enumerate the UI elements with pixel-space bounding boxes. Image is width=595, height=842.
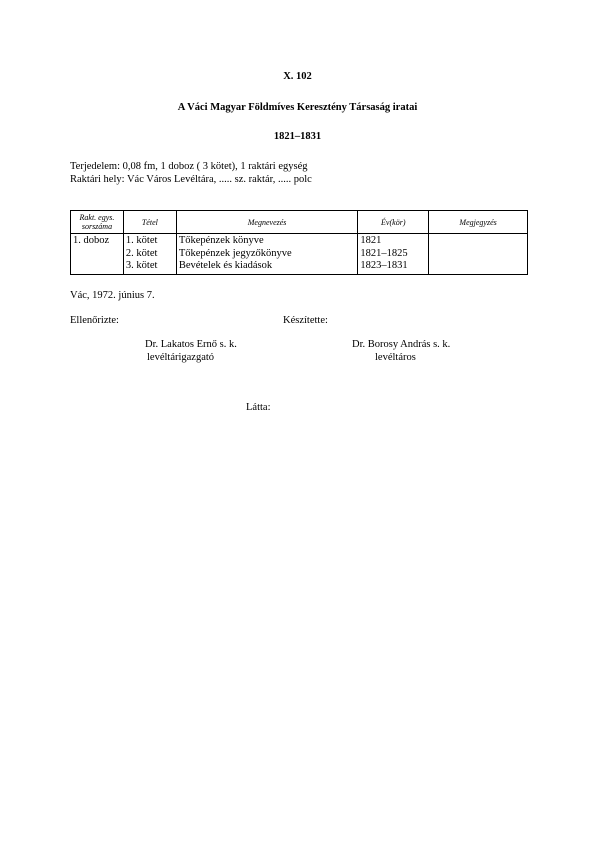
- name-2: Tőkepénzek jegyzőkönyve: [178, 247, 292, 259]
- preparer-title: levéltáros: [375, 352, 416, 363]
- name-1: Tőkepénzek könyve: [178, 235, 264, 246]
- item-1: 1. kötet: [125, 235, 158, 246]
- table-header-row: [71, 211, 528, 234]
- checker-name: Dr. Lakatos Ernő s. k.: [145, 339, 237, 350]
- preparer-name: Dr. Borosy András s. k.: [352, 339, 451, 350]
- header-note: Megjegyzés: [429, 211, 528, 234]
- cell-years: [358, 234, 429, 275]
- item-3: 3. kötet: [125, 260, 158, 271]
- document-reference: X. 102: [283, 71, 312, 82]
- extent-line: Terjedelem: 0,08 fm, 1 doboz ( 3 kötet), 1 raktári egység: [70, 161, 308, 172]
- header-item: Tétel: [123, 211, 176, 234]
- item-2: 2. kötet: [125, 247, 158, 259]
- document-title: A Váci Magyar Földmíves Keresztény Társaság iratai: [177, 102, 418, 113]
- prepared-by-label: Készítette:: [283, 315, 328, 326]
- inventory-table: [70, 210, 528, 275]
- document-years: 1821–1831: [273, 131, 322, 142]
- header-unit-line2: sorszáma: [81, 222, 113, 231]
- cell-names: [176, 234, 358, 275]
- name-3: Bevételek és kiadások: [178, 260, 273, 271]
- year-1: 1821: [360, 235, 382, 246]
- header-unit-number: [71, 211, 124, 234]
- checker-title: levéltárigazgató: [147, 352, 215, 363]
- table-row: [71, 234, 528, 275]
- seen-by-label: Látta:: [246, 402, 271, 413]
- cell-notes: [429, 234, 528, 275]
- header-name: Megnevezés: [176, 211, 358, 234]
- header-unit-line1: Rakt. egys.: [79, 213, 115, 222]
- storage-location-line: Raktári hely: Vác Város Levéltára, ..... sz. raktár, ..... polc: [70, 174, 312, 185]
- cell-items: [123, 234, 176, 275]
- year-2: 1821–1825: [360, 247, 408, 259]
- document-date: Vác, 1972. június 7.: [70, 290, 155, 301]
- checked-by-label: Ellenőrizte:: [70, 315, 119, 326]
- cell-unit: 1. doboz: [71, 234, 124, 275]
- year-3: 1823–1831: [360, 260, 408, 271]
- header-year: Év(kör): [358, 211, 429, 234]
